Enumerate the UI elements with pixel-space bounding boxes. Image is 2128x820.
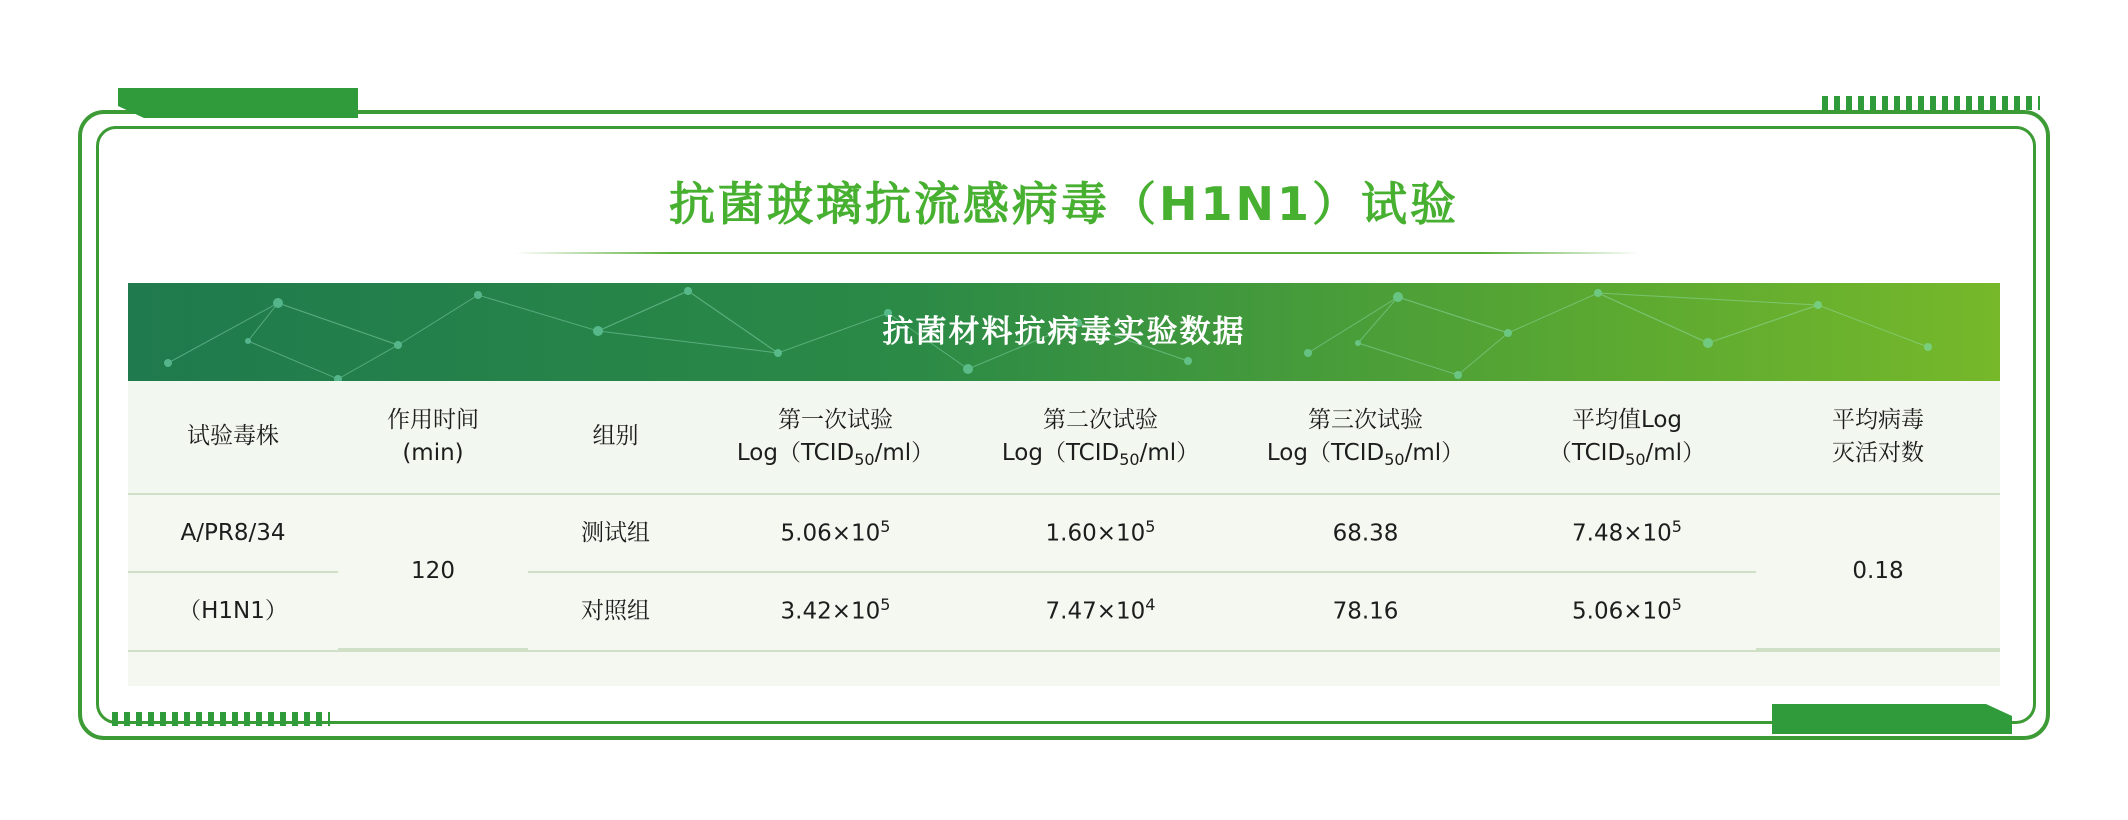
- col-header-test2: 第二次试验 $Log(TCID_{50}/ml)$: [968, 381, 1233, 494]
- cell-test2-value: $1.60\times 10^5$: [968, 494, 1233, 572]
- cell-group-control: 对照组: [528, 572, 703, 649]
- cell-average-value: $5.06\times 10^5$: [1498, 572, 1756, 649]
- cell-test1-value: $3.42\times 10^5$: [703, 572, 968, 649]
- dotted-rule-top-right: [1822, 96, 2040, 110]
- table-header-row: [128, 381, 2000, 494]
- cell-inactivation-log: 0.18: [1756, 494, 2000, 649]
- col-header-inactivation: 平均病毒 灭活对数: [1756, 381, 2000, 494]
- data-table-container: [128, 283, 2000, 661]
- col-header-test1: 第一次试验 $Log(TCID_{50}/ml)$: [703, 381, 968, 494]
- table-banner: [128, 283, 2000, 381]
- dotted-rule-bottom-left: [112, 712, 330, 726]
- table-banner-title: 抗菌材料抗病毒实验数据: [882, 314, 1246, 350]
- corner-accent-top-left: [118, 88, 358, 118]
- cell-group-test: 测试组: [528, 494, 703, 572]
- page-title: 抗菌玻璃抗流感病毒（H1N1）试验: [668, 177, 1459, 231]
- experiment-data-table: [128, 381, 2000, 650]
- corner-accent-bottom-right: [1772, 704, 2012, 734]
- col-header-group: 组别: [528, 381, 703, 494]
- table-row: [128, 494, 2000, 572]
- title-underline: [515, 252, 1640, 254]
- table-bottom-strip: [128, 650, 2000, 686]
- cell-duration: 120: [338, 494, 528, 649]
- cell-test3-value: 78.16: [1233, 572, 1498, 649]
- cell-strain-line1: A/PR8/34: [128, 494, 338, 572]
- col-header-average: 平均值Log $(TCID_{50}/ml)$: [1498, 381, 1756, 494]
- cell-average-value: $7.48\times 10^5$: [1498, 494, 1756, 572]
- col-header-test3: 第三次试验 $Log(TCID_{50}/ml)$: [1233, 381, 1498, 494]
- cell-test3-value: 68.38: [1233, 494, 1498, 572]
- cell-test1-value: $5.06\times 10^5$: [703, 494, 968, 572]
- col-header-duration: 作用时间 (min): [338, 381, 528, 494]
- cell-strain-line2: （H1N1）: [128, 572, 338, 649]
- cell-test2-value: $7.47\times 10^4$: [968, 572, 1233, 649]
- col-header-strain: 试验毒株: [128, 381, 338, 494]
